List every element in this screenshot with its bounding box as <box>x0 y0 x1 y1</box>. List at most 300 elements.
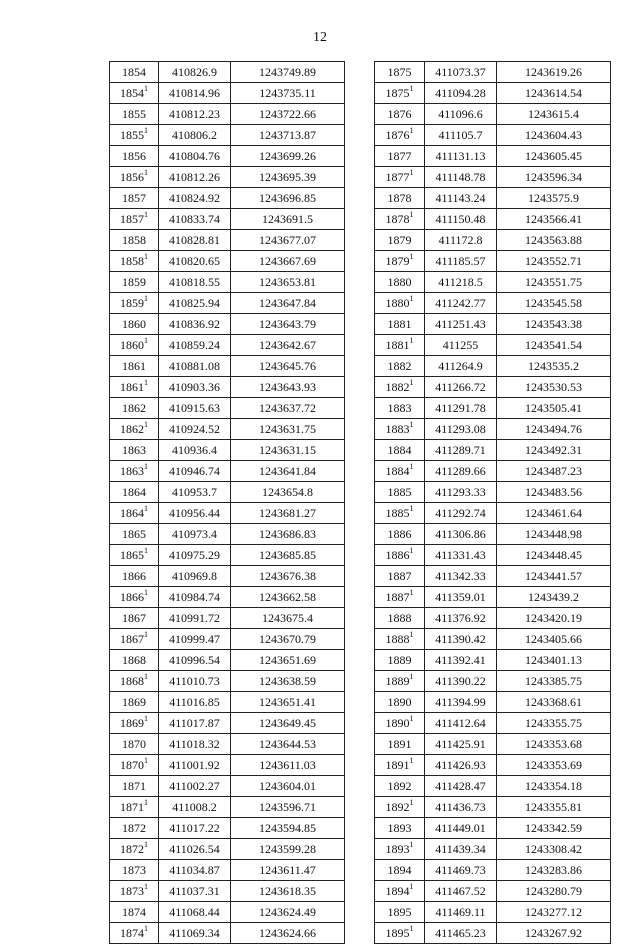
table-row <box>110 629 345 650</box>
table-row <box>110 755 345 776</box>
point-number-cell: 1856$^1$ <box>110 167 159 188</box>
y-coordinate-cell: 1243596.34 <box>497 167 611 188</box>
point-number-cell: 1879 <box>375 230 425 251</box>
y-coordinate-cell: 1243342.59 <box>497 818 611 839</box>
table-row <box>110 440 345 461</box>
y-coordinate-cell: 1243670.79 <box>231 629 345 650</box>
table-row <box>110 209 345 230</box>
point-number-cell: 1870 <box>110 734 159 755</box>
y-coordinate-cell: 1243594.85 <box>231 818 345 839</box>
y-coordinate-cell: 1243681.27 <box>231 503 345 524</box>
y-coordinate-cell: 1243308.42 <box>497 839 611 860</box>
table-row <box>110 377 345 398</box>
y-coordinate-cell: 1243280.79 <box>497 881 611 902</box>
x-coordinate-cell: 411037.31 <box>159 881 231 902</box>
table-row <box>375 209 611 230</box>
point-number-cell: 1866 <box>110 566 159 587</box>
y-coordinate-cell: 1243675.4 <box>231 608 345 629</box>
table-row <box>375 314 611 335</box>
y-coordinate-cell: 1243368.61 <box>497 692 611 713</box>
x-coordinate-cell: 411001.92 <box>159 755 231 776</box>
x-coordinate-cell: 411436.73 <box>425 797 497 818</box>
point-number-cell: 1883 <box>375 398 425 419</box>
point-number-cell: 1859 <box>110 272 159 293</box>
y-coordinate-cell: 1243494.76 <box>497 419 611 440</box>
table-row <box>110 398 345 419</box>
table-row <box>110 587 345 608</box>
point-number-cell: 1865$^1$ <box>110 545 159 566</box>
y-coordinate-cell: 1243575.9 <box>497 188 611 209</box>
table-row <box>110 671 345 692</box>
y-coordinate-cell: 1243651.69 <box>231 650 345 671</box>
x-coordinate-cell: 410814.96 <box>159 83 231 104</box>
point-number-cell: 1895$^1$ <box>375 923 425 944</box>
x-coordinate-cell: 411469.73 <box>425 860 497 881</box>
table-row <box>375 188 611 209</box>
table-row <box>110 839 345 860</box>
table-row <box>110 314 345 335</box>
x-coordinate-cell: 411068.44 <box>159 902 231 923</box>
y-coordinate-cell: 1243401.13 <box>497 650 611 671</box>
y-coordinate-cell: 1243695.39 <box>231 167 345 188</box>
x-coordinate-cell: 411017.87 <box>159 713 231 734</box>
y-coordinate-cell: 1243685.85 <box>231 545 345 566</box>
table-row <box>375 293 611 314</box>
point-number-cell: 1865 <box>110 524 159 545</box>
x-coordinate-cell: 411034.87 <box>159 860 231 881</box>
y-coordinate-cell: 1243448.45 <box>497 545 611 566</box>
y-coordinate-cell: 1243662.58 <box>231 587 345 608</box>
x-coordinate-cell: 411293.33 <box>425 482 497 503</box>
y-coordinate-cell: 1243596.71 <box>231 797 345 818</box>
y-coordinate-cell: 1243267.92 <box>497 923 611 944</box>
table-row <box>375 839 611 860</box>
y-coordinate-cell: 1243611.47 <box>231 860 345 881</box>
x-coordinate-cell: 411331.43 <box>425 545 497 566</box>
table-row <box>375 629 611 650</box>
y-coordinate-cell: 1243677.07 <box>231 230 345 251</box>
point-number-cell: 1860$^1$ <box>110 335 159 356</box>
table-row <box>375 167 611 188</box>
table-row <box>110 482 345 503</box>
point-number-cell: 1871$^1$ <box>110 797 159 818</box>
table-row <box>375 692 611 713</box>
x-coordinate-cell: 410818.55 <box>159 272 231 293</box>
y-coordinate-cell: 1243599.28 <box>231 839 345 860</box>
x-coordinate-cell: 411428.47 <box>425 776 497 797</box>
table-row <box>110 503 345 524</box>
point-number-cell: 1888 <box>375 608 425 629</box>
point-number-cell: 1877$^1$ <box>375 167 425 188</box>
y-coordinate-cell: 1243605.45 <box>497 146 611 167</box>
point-number-cell: 1871 <box>110 776 159 797</box>
x-coordinate-cell: 410881.08 <box>159 356 231 377</box>
y-coordinate-cell: 1243713.87 <box>231 125 345 146</box>
point-number-cell: 1891$^1$ <box>375 755 425 776</box>
table-row <box>375 881 611 902</box>
point-number-cell: 1858$^1$ <box>110 251 159 272</box>
table-row <box>375 776 611 797</box>
y-coordinate-cell: 1243563.88 <box>497 230 611 251</box>
y-coordinate-cell: 1243541.54 <box>497 335 611 356</box>
x-coordinate-cell: 410946.74 <box>159 461 231 482</box>
y-coordinate-cell: 1243566.41 <box>497 209 611 230</box>
table-row <box>375 608 611 629</box>
table-row <box>110 776 345 797</box>
point-number-cell: 1884$^1$ <box>375 461 425 482</box>
point-number-cell: 1893$^1$ <box>375 839 425 860</box>
x-coordinate-cell: 411026.54 <box>159 839 231 860</box>
table-row <box>110 419 345 440</box>
coordinates-table-left <box>109 61 345 944</box>
x-coordinate-cell: 410836.92 <box>159 314 231 335</box>
y-coordinate-cell: 1243624.66 <box>231 923 345 944</box>
x-coordinate-cell: 410833.74 <box>159 209 231 230</box>
table-row <box>375 587 611 608</box>
y-coordinate-cell: 1243643.79 <box>231 314 345 335</box>
x-coordinate-cell: 411390.42 <box>425 629 497 650</box>
y-coordinate-cell: 1243535.2 <box>497 356 611 377</box>
point-number-cell: 1861 <box>110 356 159 377</box>
table-row <box>375 419 611 440</box>
y-coordinate-cell: 1243631.75 <box>231 419 345 440</box>
point-number-cell: 1894$^1$ <box>375 881 425 902</box>
y-coordinate-cell: 1243551.75 <box>497 272 611 293</box>
point-number-cell: 1866$^1$ <box>110 587 159 608</box>
point-number-cell: 1894 <box>375 860 425 881</box>
x-coordinate-cell: 410984.74 <box>159 587 231 608</box>
x-coordinate-cell: 411096.6 <box>425 104 497 125</box>
y-coordinate-cell: 1243643.93 <box>231 377 345 398</box>
table-row <box>110 881 345 902</box>
y-coordinate-cell: 1243653.81 <box>231 272 345 293</box>
table-row <box>375 125 611 146</box>
x-coordinate-cell: 411425.91 <box>425 734 497 755</box>
x-coordinate-cell: 410991.72 <box>159 608 231 629</box>
y-coordinate-cell: 1243654.8 <box>231 482 345 503</box>
y-coordinate-cell: 1243641.84 <box>231 461 345 482</box>
point-number-cell: 1870$^1$ <box>110 755 159 776</box>
point-number-cell: 1891 <box>375 734 425 755</box>
y-coordinate-cell: 1243354.18 <box>497 776 611 797</box>
table-row <box>110 608 345 629</box>
y-coordinate-cell: 1243483.56 <box>497 482 611 503</box>
table-row <box>375 230 611 251</box>
y-coordinate-cell: 1243696.85 <box>231 188 345 209</box>
x-coordinate-cell: 411342.33 <box>425 566 497 587</box>
y-coordinate-cell: 1243604.01 <box>231 776 345 797</box>
y-coordinate-cell: 1243487.23 <box>497 461 611 482</box>
table-row <box>110 923 345 944</box>
x-coordinate-cell: 411439.34 <box>425 839 497 860</box>
y-coordinate-cell: 1243355.81 <box>497 797 611 818</box>
point-number-cell: 1886$^1$ <box>375 545 425 566</box>
table-row <box>110 125 345 146</box>
point-number-cell: 1882 <box>375 356 425 377</box>
table-row <box>375 524 611 545</box>
x-coordinate-cell: 410936.4 <box>159 440 231 461</box>
y-coordinate-cell: 1243619.26 <box>497 62 611 83</box>
y-coordinate-cell: 1243676.38 <box>231 566 345 587</box>
y-coordinate-cell: 1243355.75 <box>497 713 611 734</box>
table-row <box>375 755 611 776</box>
table-row <box>110 734 345 755</box>
y-coordinate-cell: 1243543.38 <box>497 314 611 335</box>
point-number-cell: 1875 <box>375 62 425 83</box>
table-row <box>375 797 611 818</box>
point-number-cell: 1887 <box>375 566 425 587</box>
x-coordinate-cell: 411105.7 <box>425 125 497 146</box>
table-row <box>110 251 345 272</box>
point-number-cell: 1867$^1$ <box>110 629 159 650</box>
y-coordinate-cell: 1243545.58 <box>497 293 611 314</box>
y-coordinate-cell: 1243618.35 <box>231 881 345 902</box>
y-coordinate-cell: 1243644.53 <box>231 734 345 755</box>
x-coordinate-cell: 411073.37 <box>425 62 497 83</box>
table-row <box>110 650 345 671</box>
point-number-cell: 1857$^1$ <box>110 209 159 230</box>
x-coordinate-cell: 410999.47 <box>159 629 231 650</box>
point-number-cell: 1874 <box>110 902 159 923</box>
x-coordinate-cell: 411069.34 <box>159 923 231 944</box>
point-number-cell: 1873$^1$ <box>110 881 159 902</box>
y-coordinate-cell: 1243631.15 <box>231 440 345 461</box>
point-number-cell: 1855$^1$ <box>110 125 159 146</box>
point-number-cell: 1860 <box>110 314 159 335</box>
x-coordinate-cell: 411148.78 <box>425 167 497 188</box>
table-row <box>375 251 611 272</box>
point-number-cell: 1874$^1$ <box>110 923 159 944</box>
x-coordinate-cell: 411264.9 <box>425 356 497 377</box>
point-number-cell: 1884 <box>375 440 425 461</box>
point-number-cell: 1868 <box>110 650 159 671</box>
point-number-cell: 1876$^1$ <box>375 125 425 146</box>
y-coordinate-cell: 1243552.71 <box>497 251 611 272</box>
point-number-cell: 1881 <box>375 314 425 335</box>
y-coordinate-cell: 1243645.76 <box>231 356 345 377</box>
table-row <box>375 482 611 503</box>
point-number-cell: 1888$^1$ <box>375 629 425 650</box>
point-number-cell: 1887$^1$ <box>375 587 425 608</box>
y-coordinate-cell: 1243722.66 <box>231 104 345 125</box>
table-row <box>110 83 345 104</box>
point-number-cell: 1862$^1$ <box>110 419 159 440</box>
table-row <box>375 335 611 356</box>
table-row <box>375 146 611 167</box>
table-row <box>110 104 345 125</box>
table-row <box>375 671 611 692</box>
x-coordinate-cell: 410996.54 <box>159 650 231 671</box>
coordinates-table-right <box>374 61 611 944</box>
x-coordinate-cell: 411143.24 <box>425 188 497 209</box>
x-coordinate-cell: 411467.52 <box>425 881 497 902</box>
table-row <box>110 860 345 881</box>
point-number-cell: 1878$^1$ <box>375 209 425 230</box>
x-coordinate-cell: 411306.86 <box>425 524 497 545</box>
table-row <box>375 818 611 839</box>
y-coordinate-cell: 1243439.2 <box>497 587 611 608</box>
point-number-cell: 1892$^1$ <box>375 797 425 818</box>
x-coordinate-cell: 410956.44 <box>159 503 231 524</box>
x-coordinate-cell: 411392.41 <box>425 650 497 671</box>
table-row <box>110 566 345 587</box>
point-number-cell: 1863 <box>110 440 159 461</box>
x-coordinate-cell: 411131.13 <box>425 146 497 167</box>
point-number-cell: 1869$^1$ <box>110 713 159 734</box>
x-coordinate-cell: 411394.99 <box>425 692 497 713</box>
x-coordinate-cell: 411255 <box>425 335 497 356</box>
y-coordinate-cell: 1243611.03 <box>231 755 345 776</box>
point-number-cell: 1872 <box>110 818 159 839</box>
y-coordinate-cell: 1243642.67 <box>231 335 345 356</box>
x-coordinate-cell: 411291.78 <box>425 398 497 419</box>
table-row <box>375 356 611 377</box>
table-row <box>110 524 345 545</box>
y-coordinate-cell: 1243448.98 <box>497 524 611 545</box>
table-row <box>110 167 345 188</box>
x-coordinate-cell: 411017.22 <box>159 818 231 839</box>
x-coordinate-cell: 411390.22 <box>425 671 497 692</box>
x-coordinate-cell: 410824.92 <box>159 188 231 209</box>
table-row <box>375 566 611 587</box>
table-row <box>375 461 611 482</box>
table-row <box>110 713 345 734</box>
x-coordinate-cell: 411293.08 <box>425 419 497 440</box>
table-row <box>110 356 345 377</box>
x-coordinate-cell: 411465.23 <box>425 923 497 944</box>
point-number-cell: 1885 <box>375 482 425 503</box>
table-row <box>110 335 345 356</box>
point-number-cell: 1854$^1$ <box>110 83 159 104</box>
y-coordinate-cell: 1243461.64 <box>497 503 611 524</box>
point-number-cell: 1855 <box>110 104 159 125</box>
table-row <box>375 650 611 671</box>
x-coordinate-cell: 410859.24 <box>159 335 231 356</box>
x-coordinate-cell: 411242.77 <box>425 293 497 314</box>
point-number-cell: 1880 <box>375 272 425 293</box>
table-row <box>110 293 345 314</box>
point-number-cell: 1875$^1$ <box>375 83 425 104</box>
point-number-cell: 1856 <box>110 146 159 167</box>
point-number-cell: 1863$^1$ <box>110 461 159 482</box>
x-coordinate-cell: 410804.76 <box>159 146 231 167</box>
table-row <box>375 923 611 944</box>
table-row <box>110 902 345 923</box>
point-number-cell: 1886 <box>375 524 425 545</box>
y-coordinate-cell: 1243505.41 <box>497 398 611 419</box>
table-row <box>375 62 611 83</box>
x-coordinate-cell: 411016.85 <box>159 692 231 713</box>
x-coordinate-cell: 410973.4 <box>159 524 231 545</box>
table-row <box>110 797 345 818</box>
table-row <box>375 83 611 104</box>
y-coordinate-cell: 1243691.5 <box>231 209 345 230</box>
x-coordinate-cell: 411292.74 <box>425 503 497 524</box>
point-number-cell: 1867 <box>110 608 159 629</box>
y-coordinate-cell: 1243637.72 <box>231 398 345 419</box>
point-number-cell: 1878 <box>375 188 425 209</box>
x-coordinate-cell: 411289.71 <box>425 440 497 461</box>
y-coordinate-cell: 1243353.69 <box>497 755 611 776</box>
x-coordinate-cell: 410820.65 <box>159 251 231 272</box>
y-coordinate-cell: 1243638.59 <box>231 671 345 692</box>
y-coordinate-cell: 1243686.83 <box>231 524 345 545</box>
table-row <box>110 272 345 293</box>
table-row <box>375 398 611 419</box>
x-coordinate-cell: 410812.26 <box>159 167 231 188</box>
table-row <box>375 902 611 923</box>
x-coordinate-cell: 411172.8 <box>425 230 497 251</box>
table-row <box>110 62 345 83</box>
x-coordinate-cell: 411002.27 <box>159 776 231 797</box>
point-number-cell: 1890 <box>375 692 425 713</box>
y-coordinate-cell: 1243614.54 <box>497 83 611 104</box>
y-coordinate-cell: 1243405.66 <box>497 629 611 650</box>
y-coordinate-cell: 1243749.89 <box>231 62 345 83</box>
y-coordinate-cell: 1243283.86 <box>497 860 611 881</box>
table-row <box>110 818 345 839</box>
table-row <box>110 545 345 566</box>
table-row <box>375 104 611 125</box>
page-number: 12 <box>313 30 327 45</box>
table-row <box>110 692 345 713</box>
point-number-cell: 1864$^1$ <box>110 503 159 524</box>
point-number-cell: 1883$^1$ <box>375 419 425 440</box>
point-number-cell: 1892 <box>375 776 425 797</box>
x-coordinate-cell: 411150.48 <box>425 209 497 230</box>
x-coordinate-cell: 411289.66 <box>425 461 497 482</box>
table-row <box>375 713 611 734</box>
point-number-cell: 1861$^1$ <box>110 377 159 398</box>
point-number-cell: 1877 <box>375 146 425 167</box>
point-number-cell: 1880$^1$ <box>375 293 425 314</box>
point-number-cell: 1859$^1$ <box>110 293 159 314</box>
point-number-cell: 1879$^1$ <box>375 251 425 272</box>
table-row <box>375 734 611 755</box>
y-coordinate-cell: 1243651.41 <box>231 692 345 713</box>
x-coordinate-cell: 411266.72 <box>425 377 497 398</box>
y-coordinate-cell: 1243615.4 <box>497 104 611 125</box>
point-number-cell: 1882$^1$ <box>375 377 425 398</box>
x-coordinate-cell: 411251.43 <box>425 314 497 335</box>
table-row <box>375 503 611 524</box>
x-coordinate-cell: 410903.36 <box>159 377 231 398</box>
point-number-cell: 1893 <box>375 818 425 839</box>
table-row <box>375 440 611 461</box>
point-number-cell: 1857 <box>110 188 159 209</box>
table-row <box>375 377 611 398</box>
point-number-cell: 1872$^1$ <box>110 839 159 860</box>
y-coordinate-cell: 1243624.49 <box>231 902 345 923</box>
x-coordinate-cell: 411218.5 <box>425 272 497 293</box>
y-coordinate-cell: 1243492.31 <box>497 440 611 461</box>
x-coordinate-cell: 410825.94 <box>159 293 231 314</box>
point-number-cell: 1876 <box>375 104 425 125</box>
table-row <box>110 188 345 209</box>
point-number-cell: 1858 <box>110 230 159 251</box>
y-coordinate-cell: 1243604.43 <box>497 125 611 146</box>
point-number-cell: 1854 <box>110 62 159 83</box>
x-coordinate-cell: 410975.29 <box>159 545 231 566</box>
x-coordinate-cell: 411469.11 <box>425 902 497 923</box>
point-number-cell: 1862 <box>110 398 159 419</box>
x-coordinate-cell: 411008.2 <box>159 797 231 818</box>
x-coordinate-cell: 411412.64 <box>425 713 497 734</box>
table-row <box>110 230 345 251</box>
y-coordinate-cell: 1243647.84 <box>231 293 345 314</box>
y-coordinate-cell: 1243530.53 <box>497 377 611 398</box>
x-coordinate-cell: 411449.01 <box>425 818 497 839</box>
